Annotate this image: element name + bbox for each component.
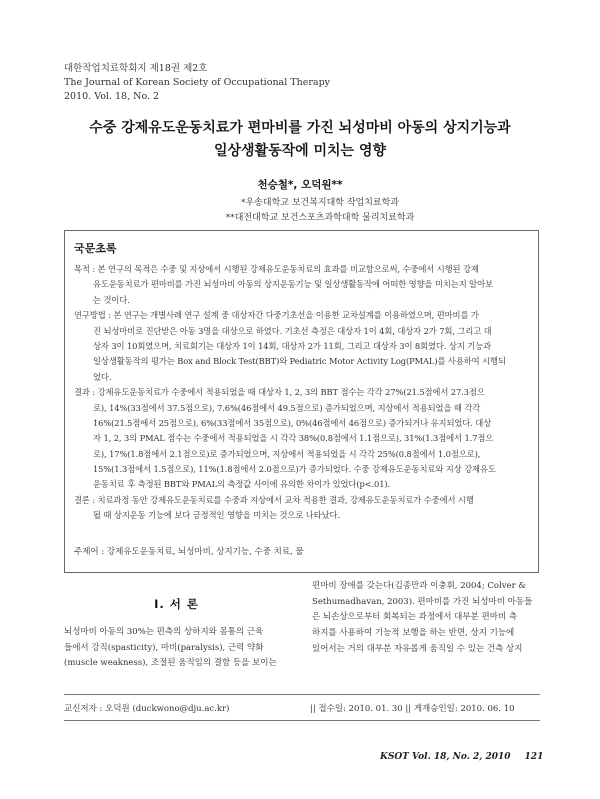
body-line: 은 뇌손상으로부터 회복되는 과정에서 대부분 편마비 측 <box>312 612 518 623</box>
abstract-line: 유도운동치료가 편마비를 가진 뇌성마비 아동의 상지운동기능 및 일상생활동작에 어떠한 영향을 미치는지 알아보 <box>93 279 493 290</box>
abstract-line: 로), 14%(33점에서 37.5점으로), 7.6%(46점에서 49.5점으로) 증가되었으며, 지상에서 적용되었을 때 각각 <box>93 402 481 413</box>
body-line: Sethumadhavan, 2003). 편마비를 가진 뇌성마비 아동들 <box>312 596 533 607</box>
paper-title-line-2: 일상생활동작에 미치는 영향 <box>213 143 387 159</box>
paper-authors: 천승철*, 오덕원** <box>257 179 343 191</box>
body-line: (muscle weakness), 조절된 움직임의 결함 등을 보이는 <box>64 658 277 669</box>
journal-name-english: The Journal of Korean Society of Occupational Therapy <box>64 77 331 88</box>
abstract-line: 었다. <box>93 371 112 382</box>
abstract-line: 상자 3이 10회였으며, 치료회기는 대상자 1이 14회, 대상자 2가 11회, 그리고 대상자 3이 8회였다. 상지 기능과 <box>93 340 492 351</box>
abstract-line: 16%(21.5점에서 25점으로), 6%(33점에서 35점으로), 0%(46점에서 46점으로) 증가되거나 유지되었다. 대상 <box>93 417 492 428</box>
section-heading-introduction: Ⅰ. 서 론 <box>154 597 199 611</box>
body-line: 하지를 사용하여 기능적 보행을 하는 반면, 상지 기능에 <box>312 628 515 639</box>
body-left-column <box>64 625 294 672</box>
abstract-line: 일상생활동작의 평가는 Box and Block Test(BBT)와 Pediatric Motor Activity Log(PMAL)를 사용하여 시행되 <box>93 356 506 367</box>
affiliation-1: *우송대학교 보건복지대학 작업치료학과 <box>240 198 400 208</box>
page-footer <box>380 752 543 762</box>
body-line: 뇌성마비 아동의 30%는 편측의 상하지와 몸통의 근육 <box>64 627 264 637</box>
footer-rule-bottom <box>64 720 540 721</box>
abstract-line: 로), 17%(1.8점에서 2.1점으로)로 증가되었으며, 지상에서 적용되었을 시 각각 25%(0.8점에서 1.0점으로), <box>93 448 481 459</box>
footer-journal-ref: KSOT Vol. 18, No. 2, 2010 <box>380 752 511 762</box>
abstract-line: 15%(1.3점에서 1.5점으로), 11%(1.8점에서 2.0점으로)가 증가되었다. 수중 강제유도운동치료와 지상 강제유도 <box>93 464 496 475</box>
abstract-line: 목적 : 본 연구의 목적은 수중 및 지상에서 시행된 강제유도운동치료의 효과를 비교함으로써, 수중에서 시행된 강제 <box>74 264 479 274</box>
abstract-line: 결론 : 치료과정 동안 강제유도운동치료를 수중과 지상에서 교차 적용한 결과, 강제유도운동치료가 수중에서 시행 <box>74 494 474 505</box>
body-line: 들에서 강직(spasticity), 마비(paralysis), 근력 약화 <box>64 642 264 653</box>
abstract-line: 운동치료 후 측정된 BBT와 PMAL의 측정값 사이에 유의한 차이가 있었다(p<.01). <box>93 479 391 490</box>
paper-title-line-1: 수중 강제유도운동치료가 편마비를 가진 뇌성마비 아동의 상지기능과 <box>89 120 511 136</box>
corresponding-author: 교신저자 : 오덕원 (duckwono@dju.ac.kr) <box>64 704 230 714</box>
abstract-line: 연구방법 : 본 연구는 개별사례 연구 설계 중 대상자간 다중기초선을 이용한 교차설계를 이용하였으며, 편마비를 가 <box>74 310 479 321</box>
abstract-body <box>74 262 529 524</box>
page-number: 121 <box>524 752 544 762</box>
abstract-line: 자 1, 2, 3의 PMAL 점수는 수중에서 적용되었을 시 각각 38%(0.8점에서 1.1점으로), 31%(1.3점에서 1.7점으 <box>93 433 494 444</box>
keywords: 주제어 : 강제유도운동치료, 뇌성마비, 상지기능, 수중 치료, 물 <box>74 547 304 557</box>
footer-rule-top <box>64 694 540 695</box>
body-right-column <box>312 579 542 657</box>
abstract-heading: 국문초록 <box>74 242 117 255</box>
abstract-line: 는 것이다. <box>93 294 130 305</box>
abstract-line: 될 때 상지운동 기능에 보다 긍정적인 영향을 미치는 것으로 나타났다. <box>93 510 340 521</box>
journal-header <box>64 62 330 104</box>
body-line: 있어서는 거의 대부분 자유롭게 움직일 수 있는 건측 상지 <box>312 643 523 654</box>
journal-volume: 2010. Vol. 18, No. 2 <box>64 91 160 102</box>
abstract-line: 결과 : 강제유도운동치료가 수중에서 적용되었을 때 대상자 1, 2, 3의 BBT 점수는 각각 27%(21.5점에서 27.3점으 <box>74 387 485 398</box>
abstract-line: 진 뇌성마비로 진단받은 아동 3명을 대상으로 하였다. 기초선 측정은 대상자 1이 4회, 대상자 2가 7회, 그리고 대 <box>93 325 492 336</box>
journal-name-korean: 대한작업치료학회지 제18권 제2호 <box>64 63 208 74</box>
body-line: 편마비 장애를 갖는다(김종만과 이충휘, 2004; Colver & <box>312 581 526 591</box>
submission-dates: || 접수일: 2010. 01. 30 || 게재승인일: 2010. 06. 10 <box>310 704 515 714</box>
paper-title <box>0 117 600 163</box>
affiliation-2: **대전대학교 보건스포츠과학대학 물리치료학과 <box>225 213 415 223</box>
